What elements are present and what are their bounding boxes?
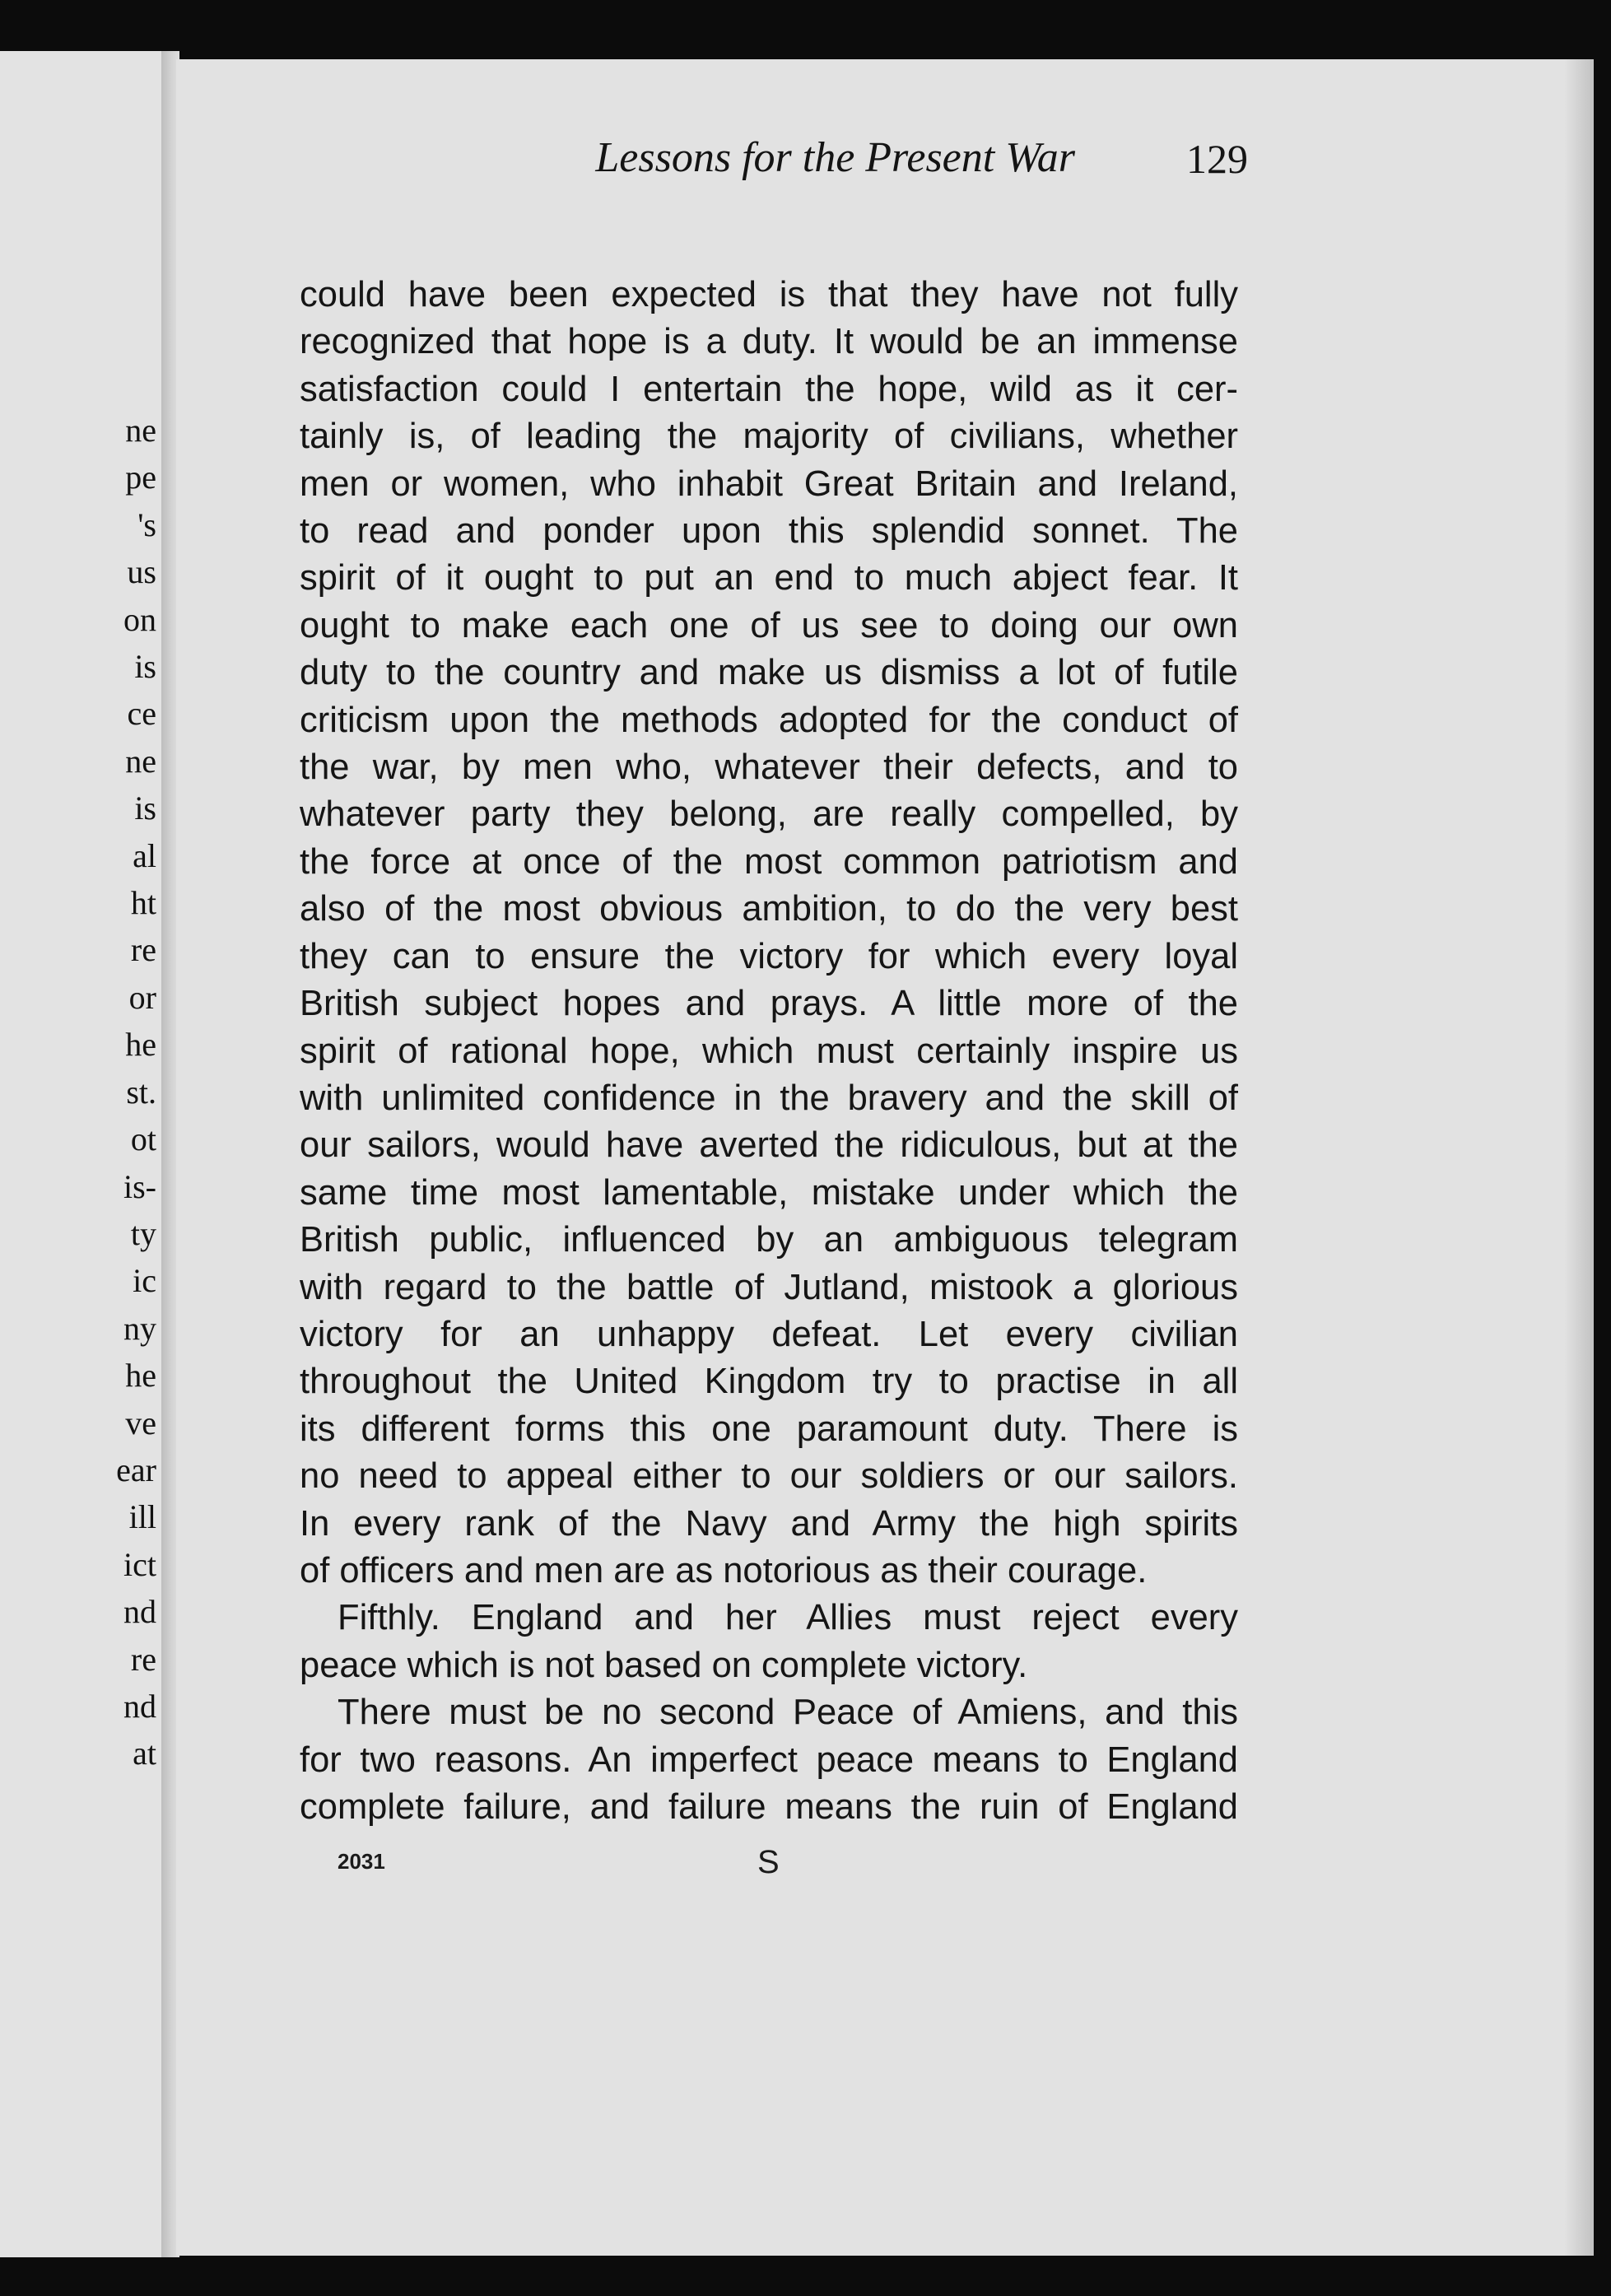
text-line: tainly is, of leading the majority of civilians, whether (300, 417, 1238, 457)
text-line: complete failure, and failure means the ruin of England (300, 1787, 1238, 1827)
text-line: could have been expected is that they have not fully (300, 275, 1238, 314)
text-line: men or women, who inhabit Great Britain and Ireland, (300, 463, 1238, 504)
previous-page-fragment: ict (123, 1545, 156, 1583)
text-line: same time most lamentable, mistake under which the (300, 1172, 1238, 1213)
previous-page-fragment: at (133, 1735, 156, 1772)
text-line: with unlimited confidence in the bravery and the skill of (300, 1078, 1238, 1118)
previous-page-fragment: ill (128, 1498, 156, 1536)
previous-page-fragment: ne (125, 412, 156, 449)
previous-page-fragment: on (123, 600, 156, 638)
text-line: throughout the United Kingdom try to practise in all (300, 1362, 1238, 1402)
page-number: 129 (1186, 136, 1248, 182)
previous-page-fragment: re (130, 1640, 156, 1678)
text-line: British subject hopes and prays. A little more of the (300, 984, 1238, 1024)
running-title: Lessons for the Present War (595, 134, 1075, 181)
previous-page-fragment: nd (123, 1593, 156, 1631)
previous-page-fragment: ne (125, 742, 156, 780)
previous-page-edge (0, 51, 161, 2257)
text-line: In every rank of the Navy and Army the high spirits (300, 1503, 1238, 1544)
previous-page-fragment: is (134, 648, 156, 686)
text-line: spirit of it ought to put an end to much abject fear. It (300, 558, 1238, 598)
text-line: of officers and men are as notorious as their courage. (300, 1550, 1148, 1590)
previous-page-fragment: nd (123, 1687, 156, 1725)
text-line: whatever party they belong, are really compelled, by (300, 794, 1238, 835)
text-line: the force at once of the most common patriotism and (300, 841, 1238, 882)
previous-page-fragment: re (130, 931, 156, 969)
previous-page-fragment: he (125, 1026, 156, 1064)
previous-page-fragment: ce (127, 695, 156, 733)
previous-page-fragment: ic (133, 1262, 156, 1300)
text-line: to read and ponder upon this splendid sonnet. The (300, 511, 1238, 552)
text-line: There must be no second Peace of Amiens, and this (338, 1693, 1238, 1733)
text-line: our sailors, would have averted the ridiculous, but at the (300, 1125, 1238, 1166)
text-line: also of the most obvious ambition, to do the very best (300, 889, 1238, 929)
printer-signature-code: 2031 (338, 1849, 385, 1874)
text-line: duty to the country and make us dismiss a lot of futile (300, 653, 1238, 693)
previous-page-fragment: or (128, 978, 156, 1016)
previous-page-text-fragments (116, 407, 156, 1777)
text-line: ought to make each one of us see to doing our own (300, 605, 1238, 645)
text-line: with regard to the battle of Jutland, mistook a glorious (300, 1267, 1238, 1307)
previous-page-fragment: ht (130, 884, 156, 922)
text-line: satisfaction could I entertain the hope, wild as it cer- (300, 369, 1238, 409)
page-edge-shadow (1564, 59, 1594, 2256)
previous-page-fragment: us (127, 553, 156, 591)
text-line: they can to ensure the victory for which every loyal (300, 936, 1238, 976)
text-line: no need to appeal either to our soldiers or our sailors. (300, 1456, 1238, 1497)
previous-page-fragment: he (125, 1357, 156, 1395)
previous-page-fragment: ot (130, 1120, 156, 1158)
previous-page-fragment: pe (125, 459, 156, 496)
previous-page-fragment: is (134, 789, 156, 827)
running-head (324, 133, 1248, 191)
previous-page-fragment: 's (137, 505, 156, 543)
signature-mark: S (757, 1844, 780, 1880)
previous-page-fragment: ve (125, 1404, 156, 1441)
text-line: the war, by men who, whatever their defects, and to (300, 747, 1238, 788)
text-line: criticism upon the methods adopted for the conduct of (300, 700, 1238, 740)
previous-page-fragment: al (133, 836, 156, 874)
body-text (300, 272, 1238, 1831)
text-line: for two reasons. An imperfect peace means to England (300, 1739, 1238, 1780)
text-line: British public, influenced by an ambiguous telegram (300, 1220, 1238, 1260)
previous-page-fragment: is- (123, 1167, 156, 1205)
previous-page-fragment: ny (123, 1309, 156, 1347)
text-line: peace which is not based on complete victory. (300, 1645, 1028, 1685)
text-line: its different forms this one paramount duty. There is (300, 1409, 1238, 1449)
text-line: spirit of rational hope, which must certainly inspire us (300, 1031, 1238, 1071)
text-line: Fifthly. England and her Allies must reject every (338, 1598, 1238, 1638)
signature-line (338, 1844, 831, 1885)
previous-page-fragment: ear (116, 1451, 156, 1488)
text-line: recognized that hope is a duty. It would be an immense (300, 322, 1238, 362)
previous-page-fragment: ty (130, 1214, 156, 1252)
previous-page-fragment: st. (126, 1073, 156, 1111)
text-line: victory for an unhappy defeat. Let every civilian (300, 1314, 1238, 1354)
